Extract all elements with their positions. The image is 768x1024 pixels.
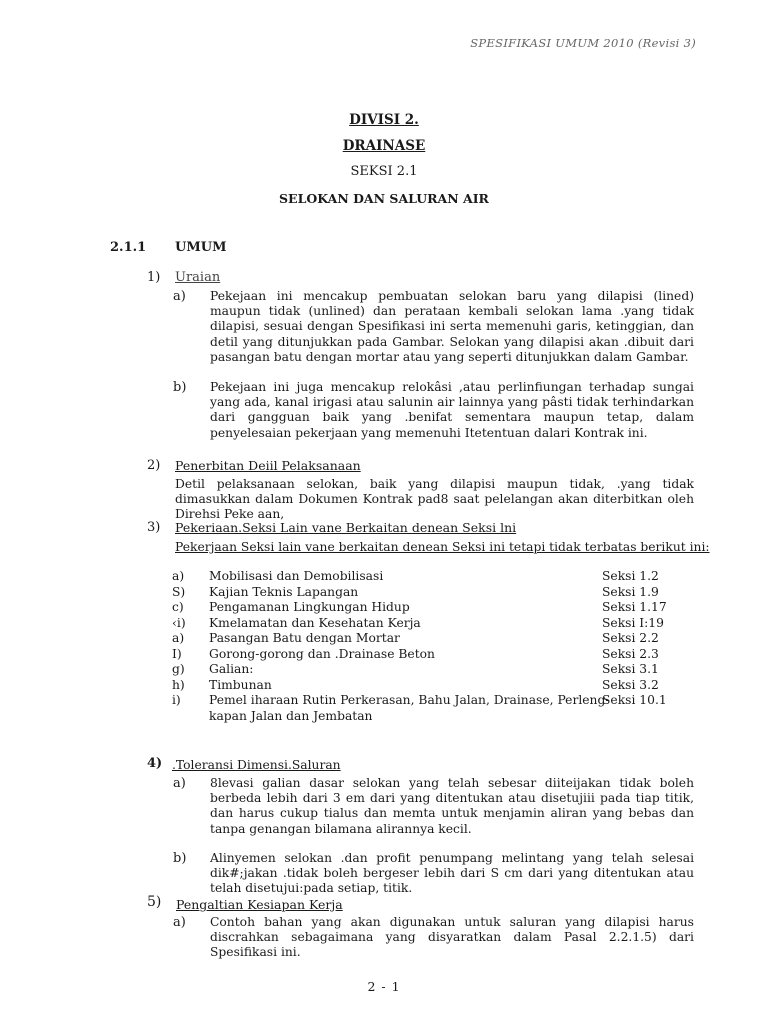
s1-title: Uraian: [175, 270, 221, 285]
s5a-letter: a): [173, 915, 186, 930]
s4-number: 4): [147, 756, 163, 771]
s4a-letter: a): [173, 776, 186, 791]
s5-title: Pengaltian Kesiapan Kerja: [176, 897, 343, 912]
s3-number: 3): [147, 520, 161, 535]
list-item: c) Pengamanan Lingkungan Hidup Seksi 1.17: [172, 600, 667, 614]
s5a-text: Contoh bahan yang akan digunakan untuk saluran yang dilapisi harus discrahkan sebagaimana yang disyaratkan dalam Pasal 2.2.1.5) dari Spesifikasi ini.: [210, 915, 694, 960]
s2-number: 2): [147, 458, 161, 473]
section-number: SEKSI 2.1: [350, 164, 418, 179]
division-name: DRAINASE: [342, 138, 426, 154]
s3-title: Pekeriaan.Seksi Lain vane Berkaitan denean Seksi lni: [175, 520, 517, 535]
s4b-letter: b): [173, 851, 187, 866]
page-number: 2 - 1: [367, 979, 401, 994]
s3-intro: Pekerjaan Seksi lain vane berkaitan denean Seksi ini tetapi tidak terbatas berikut ini:: [175, 540, 710, 554]
s4-title: .Toleransi Dimensi.Saluran: [172, 758, 341, 772]
s1a-letter: a): [173, 289, 186, 304]
chapter-number: 2.1.1: [110, 240, 147, 255]
s1b-letter: b): [173, 380, 187, 395]
list-item: ‹i) Kmelamatan dan Kesehatan Kerja Seksi I:19: [172, 615, 664, 630]
s1-number: 1): [147, 270, 161, 285]
s4a-text: 8levasi galian dasar selokan yang telah sebesar diiteijakan tidak boleh berbeda lebih dari 3 em dari yang ditentukan atau disetujiii pada tiap titik, dan harus cukup tialus dan memta untuk menjamin aliran yang bebas dan tanpa genangan bilamana alirannya kecil.: [210, 776, 694, 836]
s2-text: Detil pelaksanaan selokan, baik yang dilapisi maupun tidak, .yang tidak dimasukkan dalam Dokumen Kontrak pad8 saat pelelangan akan diterbitkan oleh Direhsi Peke aan,: [175, 477, 694, 522]
section-title: SELOKAN DAN SALURAN AIR: [279, 191, 489, 206]
division-heading: DIVISI 2.: [349, 112, 419, 128]
related-sections-list: [172, 569, 692, 724]
s5-number: 5): [147, 894, 162, 910]
s4b-text: Alinyemen selokan .dan profit penumpang melintang yang telah selesai dik#;jakan .tidak boleh bergeser lebih dari S cm dari yang ditentukan atau telah disetujui:pada setiap, titik.: [210, 851, 694, 896]
list-item: S) Kajian Teknis Lapangan Seksi 1.9: [172, 584, 659, 599]
document-header: SPESIFIKASI UMUM 2010 (Revisi 3): [470, 36, 696, 50]
s1a-text: Pekejaan ini mencakup pembuatan selokan baru yang dilapisi (lined) maupun tidak (unlined) dan perataan kembali selokan lama .yang tidak dilapisi, sesuai dengan Spesifikasi ini serta memenuhi garis, ketinggian, dan detil yang ditunjukkan pada Gambar. Selokan yang dilapisi akan .dibuit dari pasangan batu dengan mortar atau yang seperti ditunjukkan dalam Gambar.: [210, 289, 694, 364]
list-item: a) Pasangan Batu dengan Mortar Seksi 2.2: [172, 631, 659, 645]
s2-title: Penerbitan Deiil Pelaksanaan: [175, 458, 361, 473]
s1b-text: Pekejaan ini juga mencakup relokâsi ,atau perlinfiungan terhadap sungai yang ada, kanal irigasi atau salunin air lainnya yang pâsti tidak terhindarkan dari gangguan baik yang .benifat sementara maupun tetap, dalam penyelesaian pekerjaan yang memenuhi Itetentuan dalari Kontrak ini.: [210, 380, 694, 440]
chapter-title: UMUM: [175, 240, 227, 255]
list-item: a) Mobilisasi dan Demobilisasi Seksi 1.2: [172, 569, 659, 583]
list-item: h) Timbunan Seksi 3.2: [172, 677, 659, 692]
list-item: I) Gorong-gorong dan .Drainase Beton Seksi 2.3: [172, 646, 659, 661]
list-item: g) Galian: Seksi 3.1: [172, 662, 659, 676]
list-item: i) Pemel iharaan Rutin Perkerasan, Bahu Jalan, Drainase, Perleng- kapan Jalan dan Jembatan Seksi 10.1: [172, 693, 667, 723]
